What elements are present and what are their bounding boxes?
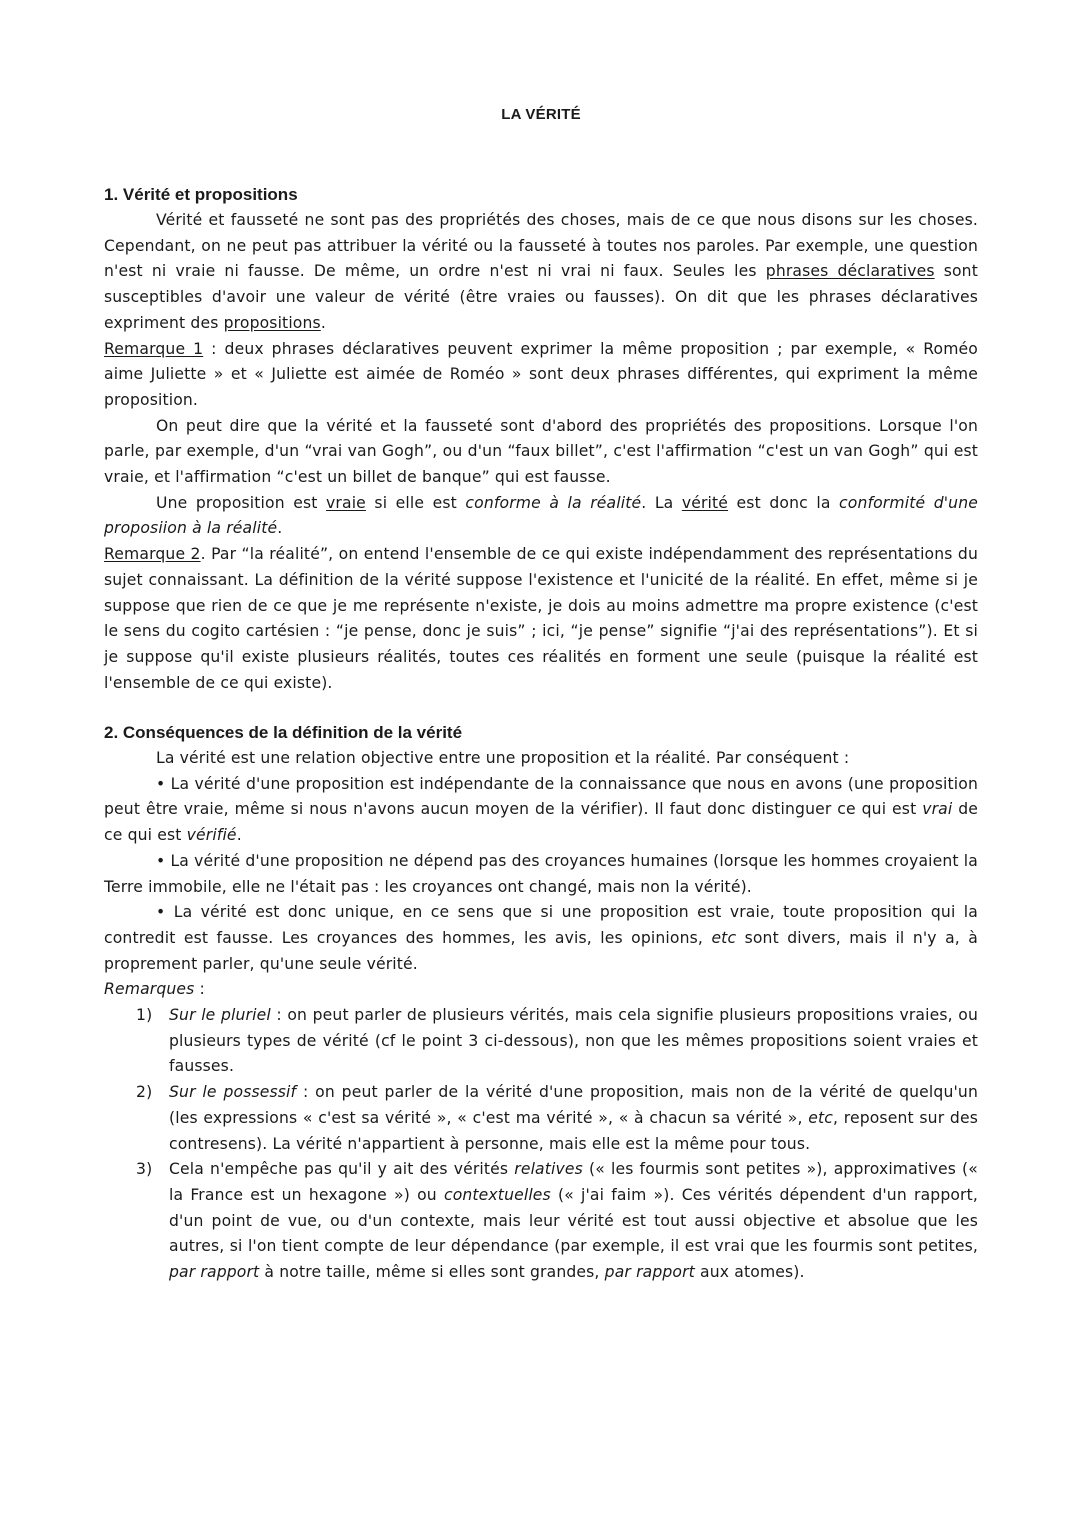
section-1 <box>104 182 978 696</box>
remark-label: Remarque 1 <box>104 339 204 358</box>
remarks-label: Remarques : <box>104 980 205 999</box>
bullet-item: • La vérité est donc unique, en ce sens que si une proposition est vraie, toute proposition qui la contredit est fausse. Les croyances des hommes, les avis, les opinions, etc sont divers, mais il n'y a, à proprement parler, qu'une seule vérité. <box>104 903 978 973</box>
list-item: 3) Cela n'empêche pas qu'il y ait des vérités relatives (« les fourmis sont petites »), approximatives (« la France est un hexagone ») ou contextuelles (« j'ai faim »). Ces vérités dépendent d'un rapport, d'un point de vue, ou d'un contexte, mais leur vérité est tout aussi objective et absolue que les autres, si l'on tient compte de leur dépendance (par exemple, il est vrai que les fourmis sont petites, par rapport à notre taille, même si elles sont grandes, par rapport aux atomes). <box>136 1160 978 1282</box>
paragraph: Une proposition est vraie si elle est conforme à la réalité. La vérité est donc la conformité d'une proposiion à la réalité. <box>104 493 978 538</box>
remarks-list <box>104 1003 978 1286</box>
paragraph: On peut dire que la vérité et la fausseté sont d'abord des propriétés des propositions. Lorsque l'on parle, par exemple, d'un “vrai van Gogh”, ou d'un “faux billet”, c'est l'affirmation “c'est un van Gogh” qui est vraie, et l'affirmation “c'est un billet de banque” qui est fausse. <box>104 416 978 487</box>
paragraph: La vérité est une relation objective entre une proposition et la réalité. Par conséquent : <box>156 749 850 767</box>
remark-2: Remarque 2. Par “la réalité”, on entend l'ensemble de ce qui existe indépendamment des représentations du sujet connaissant. La définition de la vérité suppose l'existence et l'unicité de la réalité. En effet, même si je suppose que rien de ce que je me représente n'existe, je dois au moins admettre ma propre existence (c'est le sens du cogito cartésien : “je pense, donc je suis” ; ici, “je pense” signifie “j'ai des représentations”). Et si je suppose qu'il existe plusieurs réalités, toutes ces réalités en forment une seule (puisque la réalité est l'ensemble de ce qui existe). <box>104 545 978 692</box>
paragraph: Vérité et fausseté ne sont pas des propriétés des choses, mais de ce que nous disons sur les choses. Cependant, on ne peut pas attribuer la vérité ou la fausseté à toutes nos paroles. Par exemple, une question n'est ni vraie ni fausse. De même, un ordre n'est ni vrai ni faux. Seules les phrases déclaratives sont susceptibles d'avoir une valeur de vérité (être vraies ou fausses). On dit que les phrases déclaratives expriment des propositions. <box>104 211 978 332</box>
bullet-item: • La vérité d'une proposition est indépendante de la connaissance que nous en avons (une proposition peut être vraie, même si nous n'avons aucun moyen de la vérifier). Il faut donc distinguer ce qui est vrai de ce qui est vérifié. <box>104 774 978 845</box>
page-title: LA VÉRITÉ <box>501 106 581 123</box>
section-2 <box>104 720 978 1286</box>
list-item: 2) Sur le possessif : on peut parler de la vérité d'une proposition, mais non de la vérité de quelqu'un (les expressions « c'est sa vérité », « c'est ma vérité », « à chacun sa vérité », etc, reposent sur des contresens). La vérité n'appartient à personne, mais elle est la même pour tous. <box>136 1083 978 1153</box>
section-2-heading: 2. Conséquences de la définition de la vérité <box>104 723 463 742</box>
remark-1: Remarque 1 : deux phrases déclaratives peuvent exprimer la même proposition ; par exemple, « Roméo aime Juliette » et « Juliette est aimée de Roméo » sont deux phrases différentes, qui expriment la même proposition. <box>104 339 978 409</box>
section-1-heading: 1. Vérité et propositions <box>104 185 298 204</box>
list-item: 1) Sur le pluriel : on peut parler de plusieurs vérités, mais cela signifie plusieurs propositions vraies, ou plusieurs types de vérité (cf le point 3 ci-dessous), non que les mêmes propositions soient vraies et fausses. <box>136 1006 978 1076</box>
bullet-item: • La vérité d'une proposition ne dépend pas des croyances humaines (lorsque les hommes croyaient la Terre immobile, elle ne l'était pas : les croyances ont changé, mais non la vérité). <box>104 851 978 896</box>
remark-label: Remarque 2 <box>104 545 201 564</box>
